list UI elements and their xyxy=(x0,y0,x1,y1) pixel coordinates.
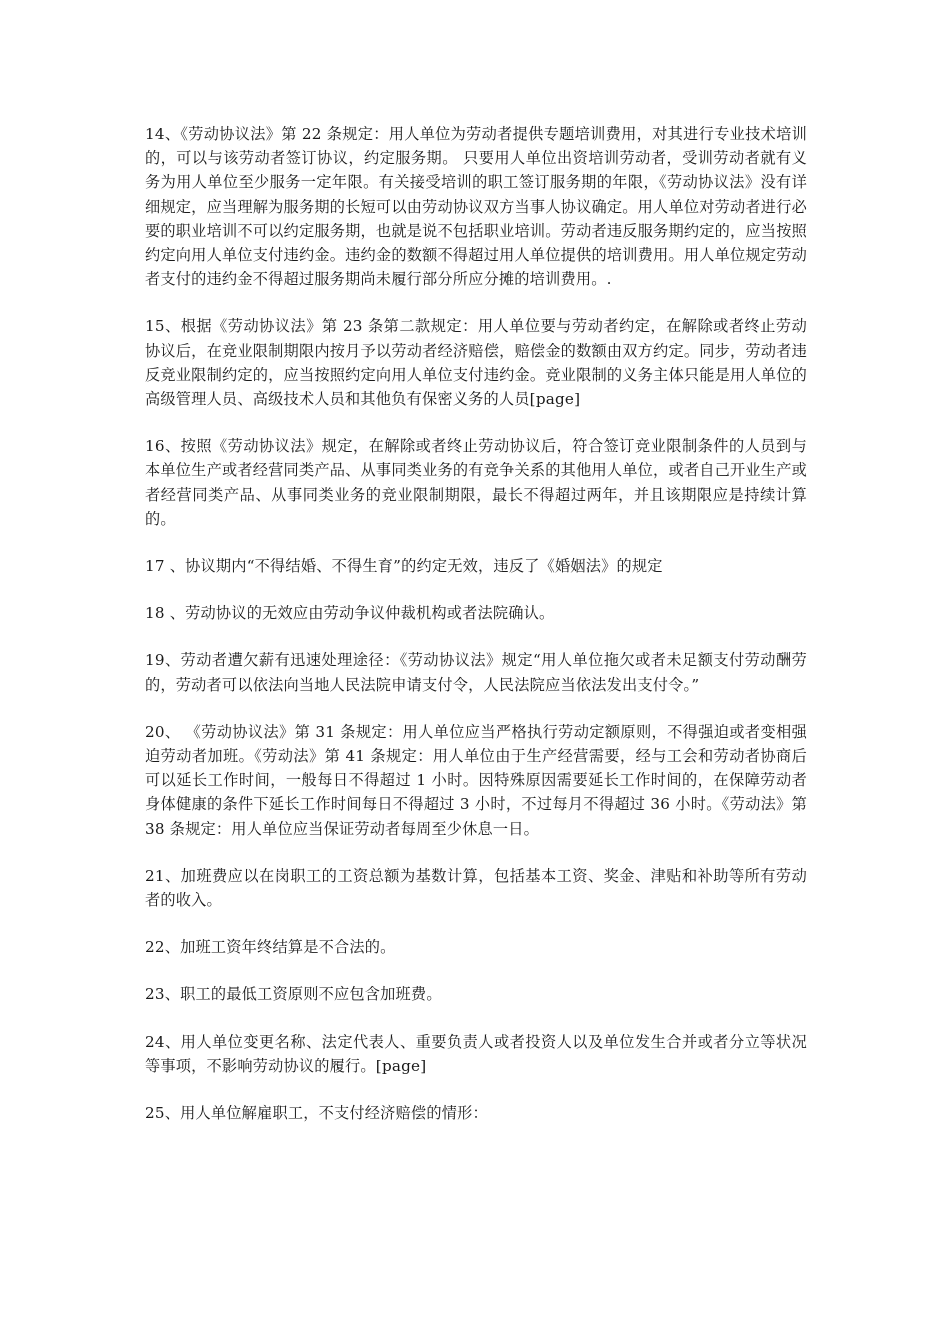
paragraph-20: 20、 《劳动协议法》第 31 条规定：用人单位应当严格执行劳动定额原则，不得强迫或者变相强迫劳动者加班。《劳动法》第 41 条规定：用人单位由于生产经营需要，经与工会和劳动者协商后可以延长工作时间，一般每日不得超过 1 小时。因特殊原因需要延长工作时间的，在保障劳动者身体健康的条件下延长工作时间每日不得超过 3 小时，不过每月不得超过 36 小时。《劳动法》第 38 条规定：用人单位应当保证劳动者每周至少休息一日。 xyxy=(145,722,807,838)
paragraph-16: 16、按照《劳动协议法》规定，在解除或者终止劳动协议后，符合签订竞业限制条件的人员到与本单位生产或者经营同类产品、从事同类业务的有竞争关系的其他用人单位，或者自己开业生产或者经营同类产品、从事同类业务的竞业限制期限，最长不得超过两年，并且该期限应是持续计算的。 xyxy=(145,437,807,528)
paragraph-22: 22、加班工资年终结算是不合法的。 xyxy=(145,938,396,957)
paragraph-25: 25、用人单位解雇职工，不支付经济赔偿的情形： xyxy=(145,1104,488,1123)
paragraph-18: 18 、劳动协议的无效应由劳动争议仲裁机构或者法院确认。 xyxy=(145,604,555,623)
paragraph-23: 23、职工的最低工资原则不应包含加班费。 xyxy=(145,985,442,1004)
document-body xyxy=(145,122,807,1148)
paragraph-19: 19、劳动者遭欠薪有迅速处理途径：《劳动协议法》规定“用人单位拖欠或者未足额支付劳动酬劳的，劳动者可以依法向当地人民法院申请支付令，人民法院应当依法发出支付令。” xyxy=(145,651,807,694)
paragraph-14: 14、《劳动协议法》第 22 条规定：用人单位为劳动者提供专题培训费用，对其进行专业技术培训的，可以与该劳动者签订协议，约定服务期。 只要用人单位出资培训劳动者，受训劳动者就有义务为用人单位至少服务一定年限。有关接受培训的职工签订服务期的年限，《劳动协议法》没有详细规定，应当理解为服务期的长短可以由劳动协议双方当事人协议确定。用人单位对劳动者进行必要的职业培训不可以约定服务期，也就是说不包括职业培训。劳动者违反服务期约定的，应当按照约定向用人单位支付违约金。违约金的数额不得超过用人单位提供的培训费用。用人单位规定劳动者支付的违约金不得超过服务期尚未履行部分所应分摊的培训费用。. xyxy=(145,125,807,289)
paragraph-21: 21、加班费应以在岗职工的工资总额为基数计算，包括基本工资、奖金、津贴和补助等所有劳动者的收入。 xyxy=(145,866,807,910)
paragraph-17: 17 、协议期内“不得结婚、不得生育”的约定无效，违反了《婚姻法》的规定 xyxy=(145,557,663,576)
paragraph-15: 15、根据《劳动协议法》第 23 条第二款规定：用人单位要与劳动者约定，在解除或者终止劳动协议后，在竞业限制期限内按月予以劳动者经济赔偿，赔偿金的数额由双方约定。同步，劳动者违反竞业限制约定的，应当按照约定向用人单位支付违约金。竞业限制的义务主体只能是用人单位的高级管理人员、高级技术人员和其他负有保密义务的人员[page] xyxy=(145,317,807,409)
paragraph-24: 24、用人单位变更名称、法定代表人、重要负责人或者投资人以及单位发生合并或者分立等状况等事项，不影响劳动协议的履行。[page] xyxy=(145,1032,807,1075)
